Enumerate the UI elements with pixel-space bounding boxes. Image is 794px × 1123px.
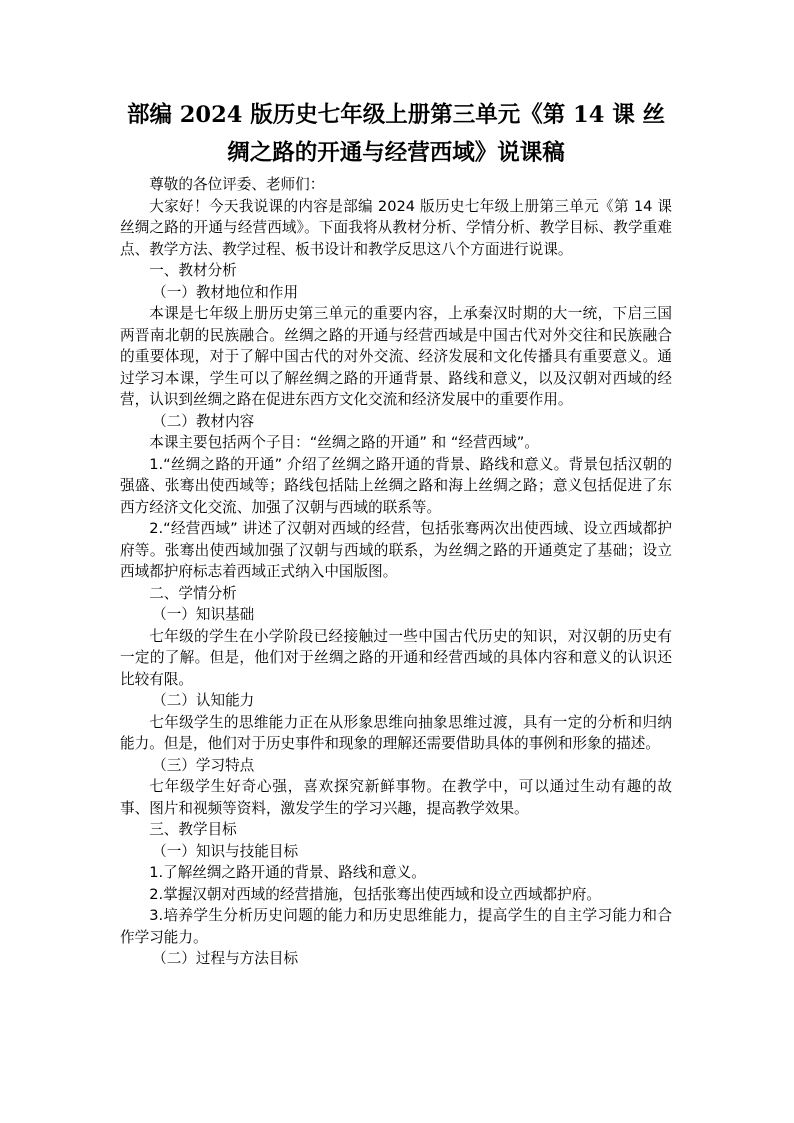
section-heading-1: 一、教材分析: [149, 262, 237, 279]
title-line-1: 部编 2024 版历史七年级上册第三单元《第 14 课 丝: [126, 102, 666, 128]
section-heading-3: 三、教学目标: [149, 821, 237, 838]
list-item: 1.了解丝绸之路开通的背景、路线和意义。: [149, 864, 426, 881]
body-paragraph: 1.“丝绸之路的开通” 介绍了丝绸之路开通的背景、路线和意义。背景包括汉朝的强盛、张骞出使西域等；路线包括陆上丝绸之路和海上丝绸之路；意义包括促进了东西方经济文化交流、加强了汉朝与西域的联系等。: [120, 455, 672, 516]
subsection-heading-1-2: （二）教材内容: [152, 412, 255, 430]
body-paragraph: 七年级学生好奇心强，喜欢探究新鲜事物。在教学中，可以通过生动有趣的故事、图片和视频等资料，激发学生的学习兴趣，提高教学效果。: [120, 778, 672, 817]
document-page: [120, 96, 672, 970]
list-item: 3.培养学生分析历史问题的能力和历史思维能力，提高学生的自主学习能力和合作学习能力。: [120, 907, 672, 946]
subsection-heading-2-2: （二）认知能力: [152, 692, 255, 709]
subsection-heading-3-2: （二）过程与方法目标: [152, 950, 299, 967]
body-paragraph: 2.“经营西域” 讲述了汉朝对西域的经营，包括张骞两次出使西域、设立西域都护府等。张骞出使西域加强了汉朝与西域的联系，为丝绸之路的开通奠定了基础；设立西域都护府标志着西域正式纳入中国版图。: [120, 520, 672, 580]
document-title: [120, 96, 672, 172]
subsection-heading-3-1: （一）知识与技能目标: [152, 842, 299, 860]
body-paragraph: 七年级的学生在小学阶段已经接触过一些中国古代历史的知识，对汉朝的历史有一定的了解。但是，他们对于丝绸之路的开通和经营西域的具体内容和意义的认识还比较有限。: [120, 627, 672, 688]
document-body: [120, 174, 672, 970]
title-line-2: 绸之路的开通与经营西域》说课稿: [227, 140, 565, 166]
intro-paragraph: 大家好！今天我说课的内容是部编 2024 版历史七年级上册第三单元《第 14 课 丝绸之路的开通与经营西域》。下面我将从教材分析、学情分析、教学目标、教学重难点、教学方法、教学过程、板书设计和教学反思这八个方面进行说课。: [120, 197, 672, 258]
greeting-paragraph: 尊敬的各位评委、老师们：: [149, 176, 325, 193]
subsection-heading-1-1: （一）教材地位和作用: [152, 283, 299, 301]
subsection-heading-2-1: （一）知识基础: [152, 606, 255, 623]
subsection-heading-2-3: （三）学习特点: [152, 756, 255, 774]
section-heading-2: 二、学情分析: [149, 584, 237, 602]
body-paragraph: 七年级学生的思维能力正在从形象思维向抽象思维过渡，具有一定的分析和归纳能力。但是，他们对于历史事件和现象的理解还需要借助具体的事例和形象的描述。: [120, 713, 672, 752]
body-paragraph: 本课主要包括两个子目：“丝绸之路的开通” 和 “经营西域”。: [149, 434, 539, 451]
body-paragraph: 本课是七年级上册历史第三单元的重要内容，上承秦汉时期的大一统，下启三国两晋南北朝的民族融合。丝绸之路的开通与经营西域是中国古代对外交往和民族融合的重要体现，对于了解中国古代的对外交流、经济发展和文化传播具有重要意义。通过学习本课，学生可以了解丝绸之路的开通背景、路线和意义，以及汉朝对西域的经营，认识到丝绸之路在促进东西方文化交流和经济发展中的重要作用。: [120, 305, 672, 408]
list-item: 2.掌握汉朝对西域的经营措施，包括张骞出使西域和设立西域都护府。: [149, 885, 601, 903]
